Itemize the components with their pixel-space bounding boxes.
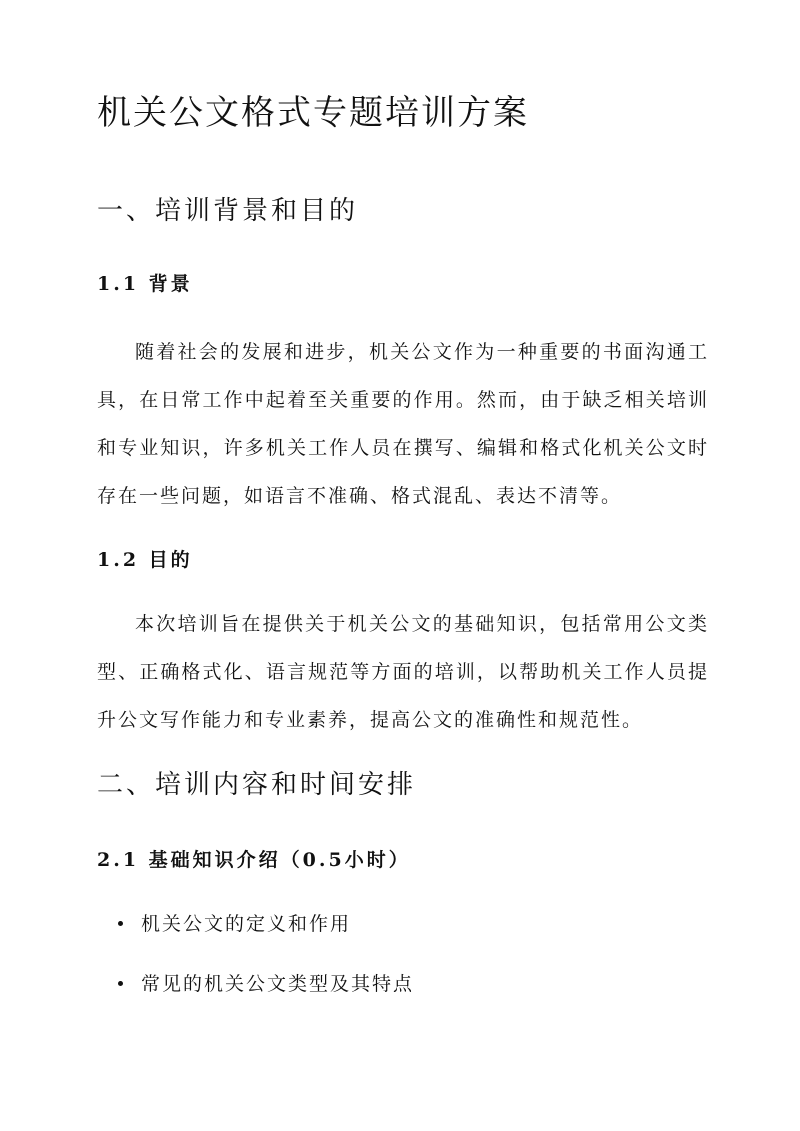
section-heading-1: 一、培训背景和目的 xyxy=(97,196,359,226)
bullet-icon xyxy=(118,921,123,926)
list-item-text: 常见的机关公文类型及其特点 xyxy=(141,973,415,995)
list-item-text: 机关公文的定义和作用 xyxy=(141,913,352,935)
paragraph-purpose: 本次培训旨在提供关于机关公文的基础知识，包括常用公文类型、正确格式化、语言规范等方面的培训，以帮助机关工作人员提升公文写作能力和专业素养，提高公文的准确性和规范性。 xyxy=(97,613,709,731)
bullet-icon xyxy=(118,981,123,986)
list-item xyxy=(118,972,414,997)
subsection-heading-2-1: 2.1 基础知识介绍（0.5小时） xyxy=(97,849,411,871)
subsection-heading-1-1: 1.1 背景 xyxy=(97,273,193,295)
document-title: 机关公文格式专题培训方案 xyxy=(97,93,529,133)
subsection-heading-1-2: 1.2 目的 xyxy=(97,549,193,571)
list-item xyxy=(118,912,351,937)
section-heading-2: 二、培训内容和时间安排 xyxy=(97,770,417,800)
paragraph-background: 随着社会的发展和进步，机关公文作为一种重要的书面沟通工具，在日常工作中起着至关重要的作用。然而，由于缺乏相关培训和专业知识，许多机关工作人员在撰写、编辑和格式化机关公文时存在一些问题，如语言不准确、格式混乱、表达不清等。 xyxy=(97,341,709,507)
